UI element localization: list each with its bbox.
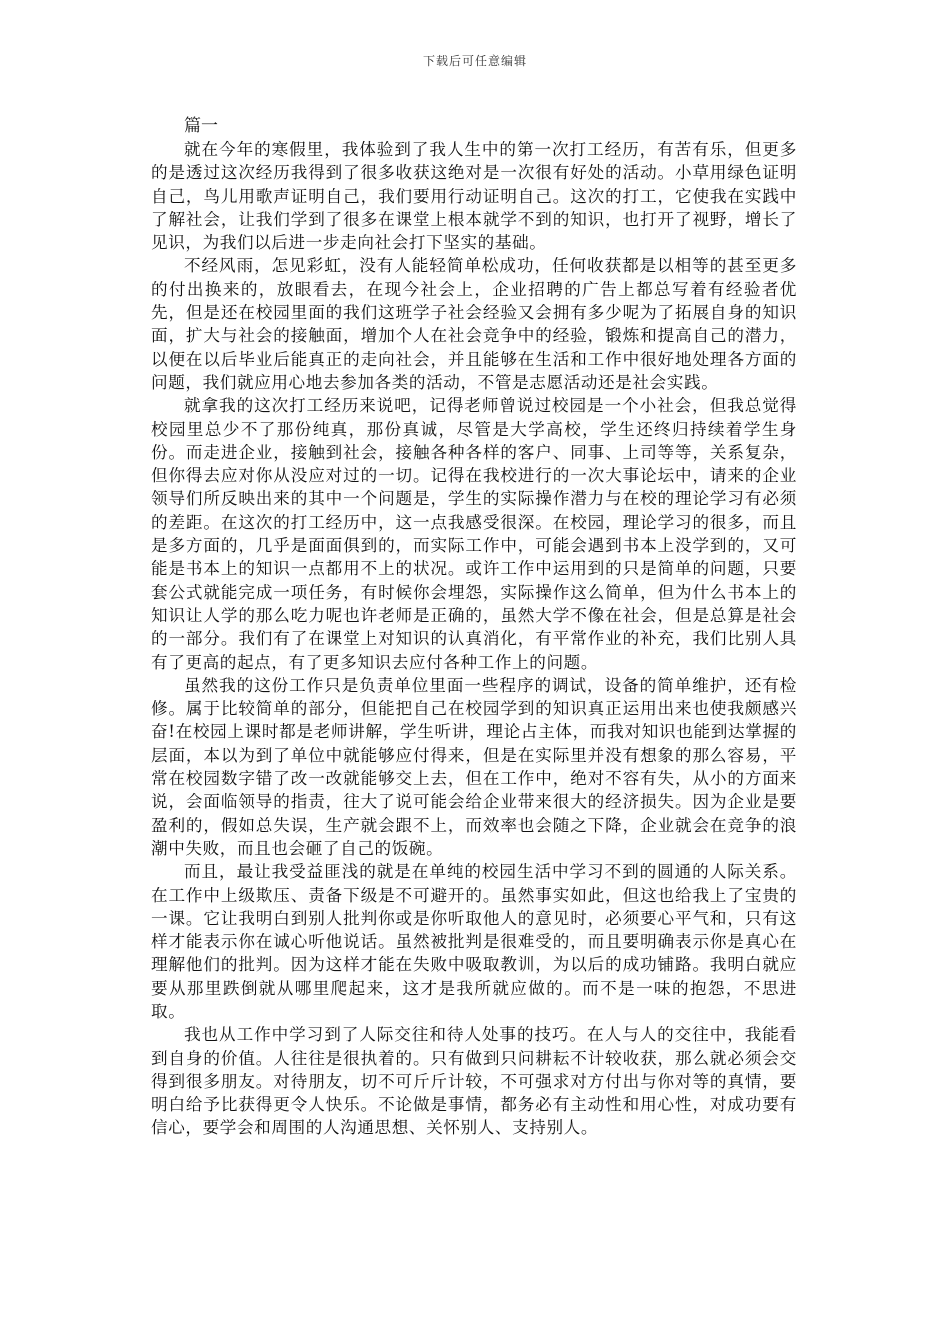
paragraph-1: 就在今年的寒假里，我体验到了我人生中的第一次打工经历，有苦有乐，但更多的是透过这次经历我得到了很多收获这绝对是一次很有好处的活动。小草用绿色证明自己，鸟儿用歌声证明自己，我们要用行动证明自己。这次的打工，它使我在实践中了解社会，让我们学到了很多在课堂上根本就学不到的知识，也打开了视野，增长了见识，为我们以后进一步走向社会打下坚实的基础。	[151, 140, 797, 253]
paragraph-2: 不经风雨，怎见彩虹，没有人能轻简单松成功，任何收获都是以相等的甚至更多的付出换来的，放眼看去，在现今社会上，企业招聘的广告上都总写着有经验者优先，但是还在校园里面的我们这班学子社会经验又会拥有多少呢为了拓展自身的知识面，扩大与社会的接触面，增加个人在社会竞争中的经验，锻炼和提高自己的潜力，以便在以后毕业后能真正的走向社会，并且能够在生活和工作中很好地处理各方面的问题，我们就应用心地去参加各类的活动，不管是志愿活动还是社会实践。	[151, 256, 797, 392]
paragraph-6: 我也从工作中学习到了人际交往和待人处事的技巧。在人与人的交往中，我能看到自身的价值。人往往是很执着的。只有做到只问耕耘不计较收获，那么就必须会交得到很多朋友。对待朋友，切不可斤斤计较，不可强求对方付出与你对等的真情，要明白给予比获得更令人快乐。不论做是事情，都务必有主动性和用心性，对成功要有信心，要学会和周围的人沟通思想、关怀别人、支持别人。	[151, 1025, 797, 1138]
section-title: 篇一	[184, 116, 218, 136]
page-header-note: 下载后可任意编辑	[422, 54, 527, 68]
paragraph-3: 就拿我的这次打工经历来说吧，记得老师曾说过校园是一个小社会，但我总觉得校园里总少不了那份纯真，那份真诚，尽管是大学高校，学生还终归持续着学生身份。而走进企业，接触到社会，接触各种各样的客户、同事、上司等等，关系复杂，但你得去应对你从没应对过的一切。记得在我校进行的一次大事论坛中，请来的企业领导们所反映出来的其中一个问题是，学生的实际操作潜力与在校的理论学习有必须的差距。在这次的打工经历中，这一点我感受很深。在校园，理论学习的很多，而且是多方面的，几乎是面面俱到的，而实际工作中，可能会遇到书本上没学到的，又可能是书本上的知识一点都用不上的状况。或许工作中运用到的只是简单的问题，只要套公式就能完成一项任务，有时候你会埋怨，实际操作这么简单，但为什么书本上的知识让人学的那么吃力呢也许老师是正确的，虽然大学不像在社会，但是总算是社会的一部分。我们有了在课堂上对知识的认真消化，有平常作业的补充，我们比别人具有了更高的起点，有了更多知识去应付各种工作上的问题。	[151, 396, 797, 672]
document-body	[151, 115, 797, 1140]
paragraph-5: 而且，最让我受益匪浅的就是在单纯的校园生活中学习不到的圆通的人际关系。在工作中上级欺压、责备下级是不可避开的。虽然事实如此，但这也给我上了宝贵的一课。它让我明白到别人批判你或是你听取他人的意见时，必须要心平气和，只有这样才能表示你在诚心听他说话。虽然被批判是很难受的，而且要明确表示你是真心在理解他们的批判。因为这样才能在失败中吸取教训，为以后的成功铺路。我明白就应要从那里跌倒就从哪里爬起来，这才是我所就应做的。而不是一味的抱怨，不思进取。	[151, 862, 797, 1021]
paragraph-4: 虽然我的这份工作只是负责单位里面一些程序的调试，设备的简单维护，还有检修。属于比较简单的部分，但能把自己在校园学到的知识真正运用出来也使我颇感兴奋!在校园上课时都是老师讲解，学生听讲，理论占主体，而我对知识也能到达掌握的层面，本以为到了单位中就能够应付得来，但是在实际里并没有想象的那么容易，平常在校园数字错了改一改就能够交上去，但在工作中，绝对不容有失，从小的方面来说，会面临领导的指责，往大了说可能会给企业带来很大的经济损失。因为企业是要盈利的，假如总失误，生产就会跟不上，而效率也会随之下降，企业就会在竞争的浪潮中失败，而且也会砸了自己的饭碗。	[151, 675, 797, 858]
